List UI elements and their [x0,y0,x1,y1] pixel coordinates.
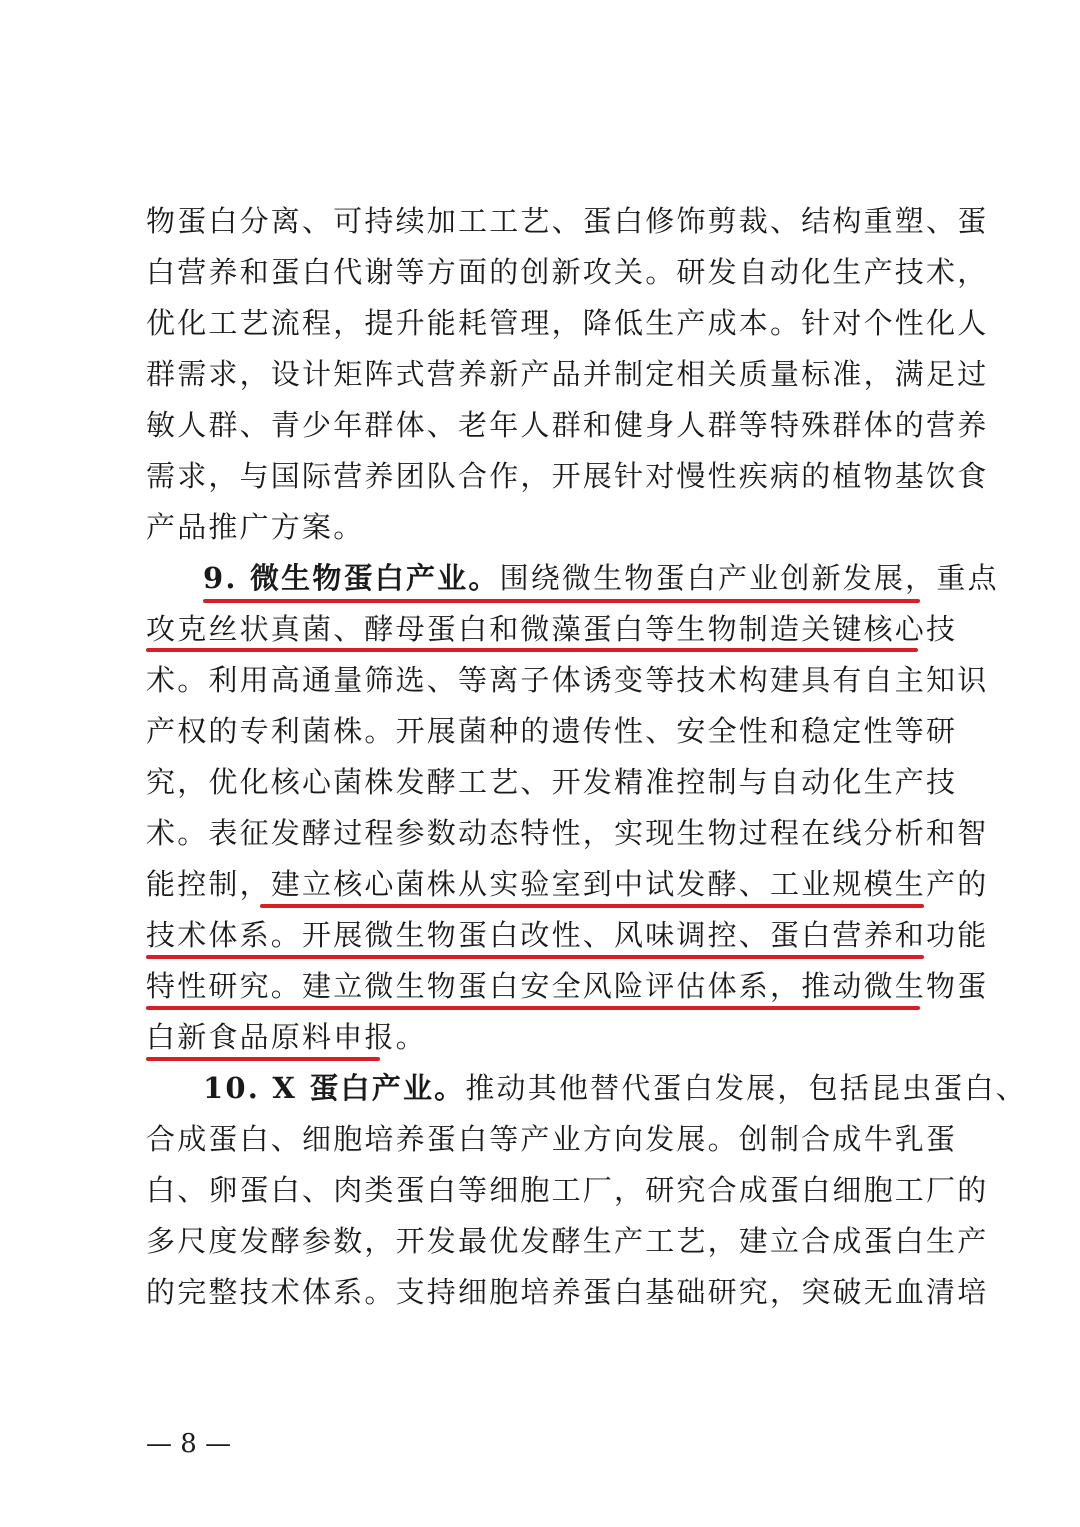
paragraph-line: 敏人群、青少年群体、老年人群和健身人群等特殊群体的营养 [146,408,989,442]
paragraph-line: 术。表征发酵过程参数动态特性，实现生物过程在线分析和智 [146,816,989,850]
red-underline-annotation [146,1006,920,1010]
paragraph-line: 究，优化核心菌株发酵工艺、开发精准控制与自动化生产技 [146,765,958,799]
red-underline-annotation [146,955,924,959]
paragraph-line: 需求，与国际营养团队合作，开展针对慢性疾病的植物基饮食 [146,459,989,493]
red-underline-annotation [203,599,920,603]
paragraph-line: 多尺度发酵参数，开发最优发酵生产工艺，建立合成蛋白生产 [146,1224,989,1258]
paragraph-line: 的完整技术体系。支持细胞培养蛋白基础研究，突破无血清培 [146,1275,989,1309]
section-9-first-line-text: 围绕微生物蛋白产业创新发展，重点 [499,561,999,595]
page-number: — 8 — [146,1429,232,1459]
paragraph-line: 特性研究。建立微生物蛋白安全风险评估体系，推动微生物蛋 [146,969,989,1003]
section-10-first-line-text: 推动其他替代蛋白发展，包括昆虫蛋白、 [465,1071,1027,1105]
red-underline-annotation [146,648,918,652]
paragraph-line: 攻克丝状真菌、酵母蛋白和微藻蛋白等生物制造关键核心技 [146,612,958,646]
paragraph-line: 能控制，建立核心菌株从实验室到中试发酵、工业规模生产的 [146,867,989,901]
paragraph-line: 术。利用高通量筛选、等离子体诱变等技术构建具有自主知识 [146,663,989,697]
section-10-heading: 10. X 蛋白产业。 [203,1071,466,1105]
paragraph-line: 技术体系。开展微生物蛋白改性、风味调控、蛋白营养和功能 [146,918,989,952]
paragraph-line: 群需求，设计矩阵式营养新产品并制定相关质量标准，满足过 [146,357,989,391]
paragraph-line: 产品推广方案。 [146,510,365,544]
paragraph-line: 产权的专利菌株。开展菌种的遗传性、安全性和稳定性等研 [146,714,958,748]
paragraph-line: 白新食品原料申报。 [146,1020,427,1054]
red-underline-annotation [260,904,924,908]
red-underline-annotation [146,1057,380,1061]
section-10-first-line [203,1070,1027,1106]
paragraph-line: 优化工艺流程，提升能耗管理，降低生产成本。针对个性化人 [146,306,989,340]
section-9-heading: 9. 微生物蛋白产业。 [203,561,500,595]
paragraph-line: 白营养和蛋白代谢等方面的创新攻关。研发自动化生产技术， [146,255,989,289]
section-9-first-line [203,560,999,596]
paragraph-line: 物蛋白分离、可持续加工工艺、蛋白修饰剪裁、结构重塑、蛋 [146,204,989,238]
paragraph-line: 合成蛋白、细胞培养蛋白等产业方向发展。创制合成牛乳蛋 [146,1122,958,1156]
paragraph-line: 白、卵蛋白、肉类蛋白等细胞工厂，研究合成蛋白细胞工厂的 [146,1173,989,1207]
